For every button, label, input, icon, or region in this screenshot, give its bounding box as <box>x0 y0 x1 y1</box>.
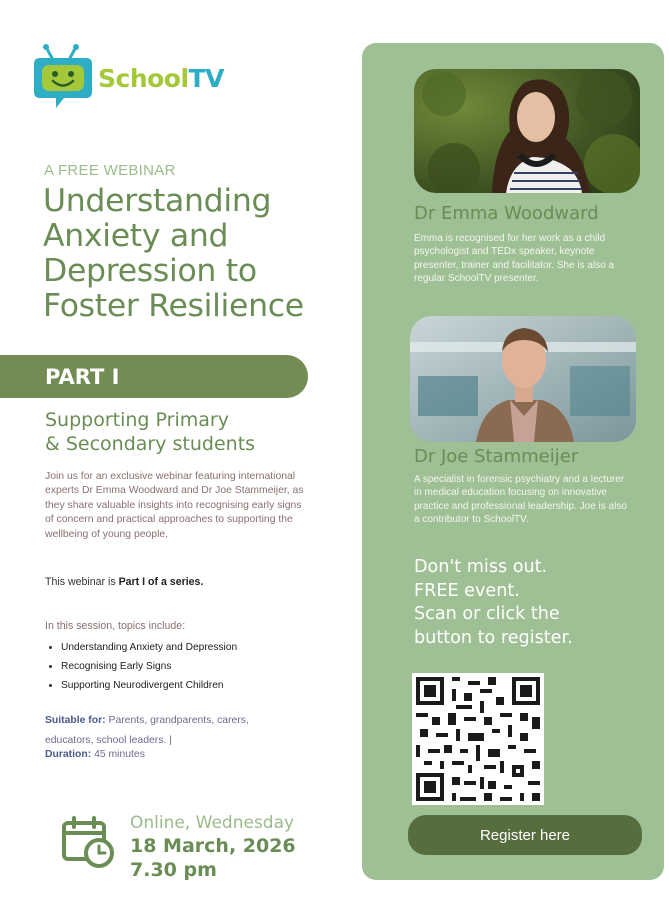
list-item: Supporting Neurodivergent Children <box>49 676 237 695</box>
intro-paragraph: Join us for an exclusive webinar featuring international experts Dr Emma Woodward and Dr Joe Stammeijer, as they share valuable insights into recognising early signs of concern and practical approaches to supporting the wellbeing of young people. <box>45 471 304 540</box>
audience-info: Suitable for: Parents, grandparents, carers, educators, school leaders. | <box>45 715 249 746</box>
speaker-name-joe: Dr Joe Stammeijer <box>414 446 579 467</box>
event-time: 7.30 pm <box>130 859 217 881</box>
event-date: 18 March, 2026 <box>130 835 296 857</box>
qr-code-icon[interactable] <box>412 673 544 805</box>
subtitle: Supporting Primary & Secondary students <box>45 409 256 455</box>
page-title: Understanding Anxiety and Depression to Foster Resilience <box>43 183 304 324</box>
part-banner <box>0 355 308 398</box>
list-item: Recognising Early Signs <box>49 657 237 676</box>
speaker-bio-emma: Emma is recognised for her work as a child psychologist and TEDx speaker, keynote presenter, trainer and facilitator. She is also a regular SchoolTV presenter. <box>414 233 615 285</box>
call-to-action: Don't miss out. FREE event. Scan or click the button to register. <box>414 557 573 648</box>
part-label: PART I <box>45 365 120 389</box>
speaker-bio-joe: A specialist in forensic psychiatry and a lecturer in medical education focusing on innovative practice and professional leadership. Joe is also a contributor to SchoolTV. <box>414 474 627 526</box>
bullet-icon <box>49 684 52 687</box>
event-day: Online, Wednesday <box>130 813 295 833</box>
bullet-icon <box>49 665 52 668</box>
calendar-clock-icon <box>62 816 114 868</box>
webinar-kicker: A FREE WEBINAR <box>44 162 176 179</box>
bullet-icon <box>49 646 52 649</box>
register-button[interactable]: Register here <box>408 815 642 855</box>
series-note: This webinar is Part I of a series. <box>45 576 204 588</box>
topics-lead: In this session, topics include: <box>45 620 186 632</box>
speaker-photo-joe <box>410 316 636 442</box>
topics-list <box>49 638 237 695</box>
brand-name: SchoolTV <box>98 64 224 93</box>
speaker-name-emma: Dr Emma Woodward <box>414 203 599 224</box>
speaker-photo-emma <box>414 69 640 193</box>
list-item: Understanding Anxiety and Depression <box>49 638 237 657</box>
duration-info: Duration: 45 minutes <box>45 749 145 760</box>
tv-smiley-icon <box>34 44 92 108</box>
